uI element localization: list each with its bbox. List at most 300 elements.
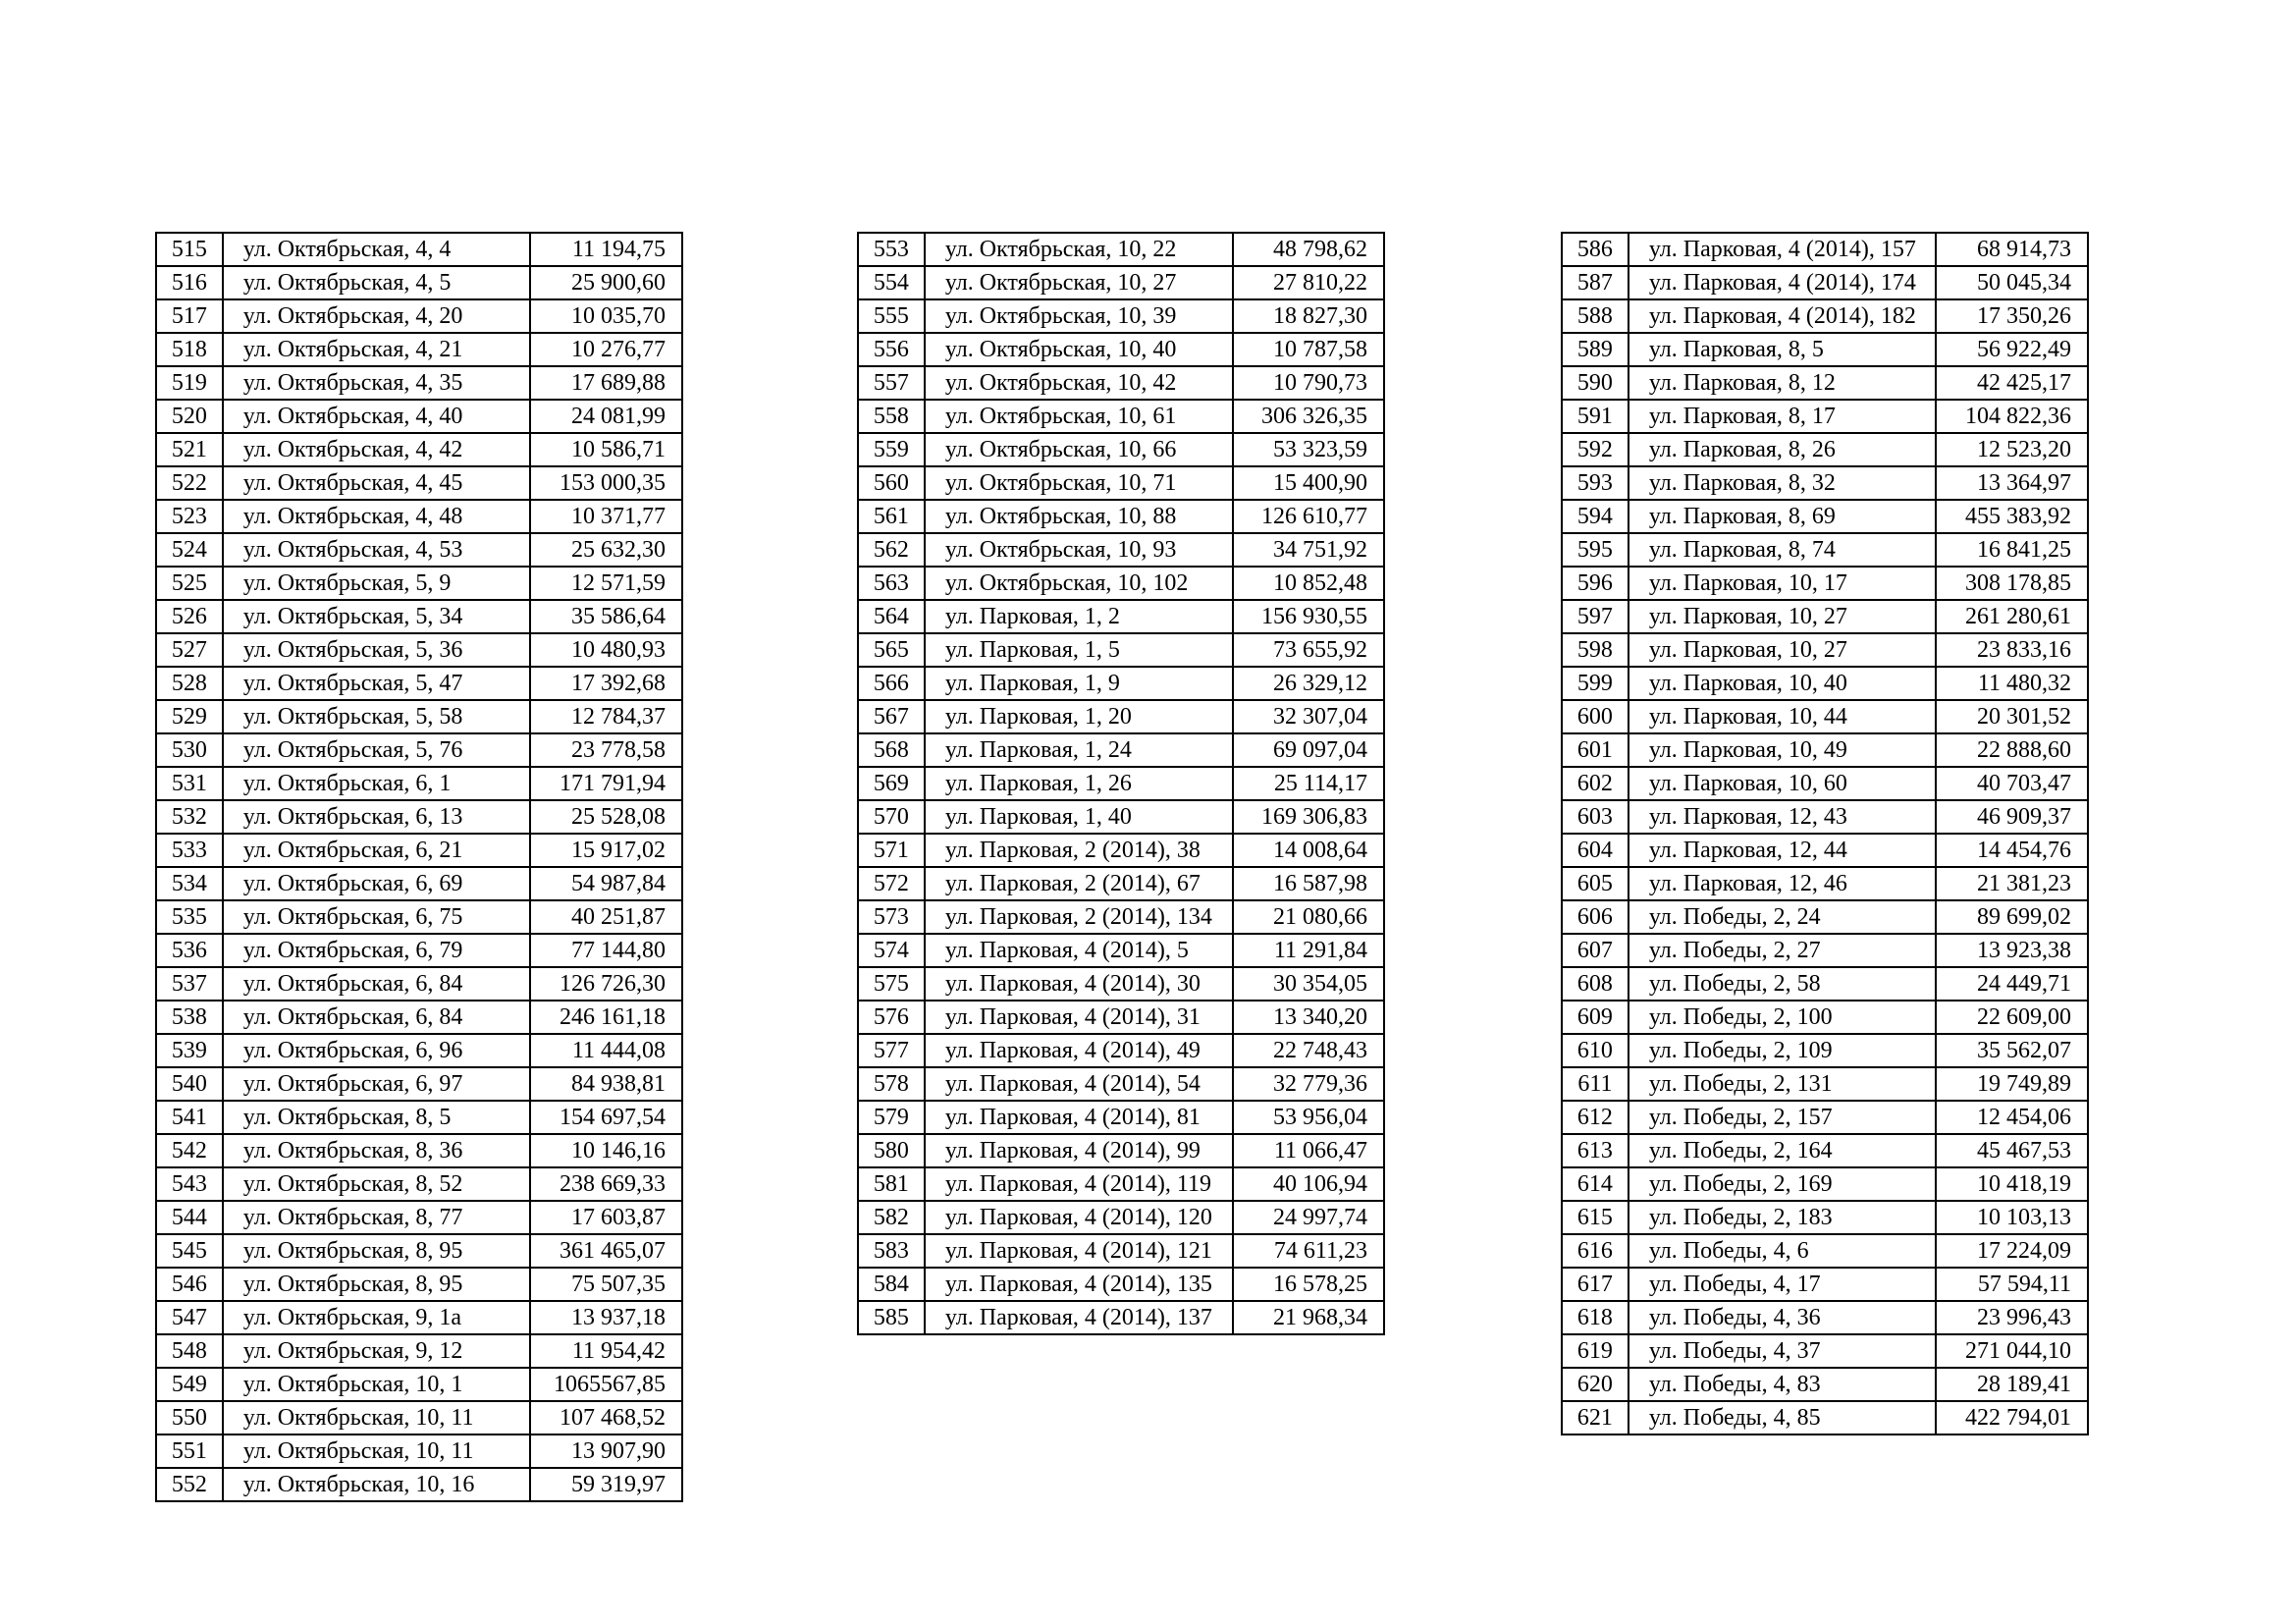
address-cell: ул. Победы, 2, 169 <box>1629 1167 1937 1201</box>
address-cell: ул. Парковая, 4 (2014), 121 <box>925 1234 1233 1268</box>
table-row <box>1562 834 2088 867</box>
amount-cell: 25 900,60 <box>530 266 682 299</box>
address-cell: ул. Парковая, 4 (2014), 137 <box>925 1301 1233 1334</box>
table-row <box>1562 1368 2088 1401</box>
row-number: 559 <box>858 433 925 466</box>
amount-cell: 40 703,47 <box>1936 767 2088 800</box>
amount-cell: 22 888,60 <box>1936 733 2088 767</box>
address-cell: ул. Октябрьская, 5, 58 <box>223 700 530 733</box>
row-number: 574 <box>858 934 925 967</box>
table-row <box>156 533 682 567</box>
address-cell: ул. Октябрьская, 6, 84 <box>223 1001 530 1034</box>
amount-cell: 89 699,02 <box>1936 900 2088 934</box>
address-cell: ул. Октябрьская, 4, 45 <box>223 466 530 500</box>
address-cell: ул. Парковая, 8, 5 <box>1629 333 1937 366</box>
address-cell: ул. Парковая, 4 (2014), 54 <box>925 1067 1233 1101</box>
amount-cell: 77 144,80 <box>530 934 682 967</box>
amount-cell: 104 822,36 <box>1936 400 2088 433</box>
address-cell: ул. Октябрьская, 6, 79 <box>223 934 530 967</box>
table-row <box>1562 900 2088 934</box>
row-number: 604 <box>1562 834 1629 867</box>
table-row <box>156 600 682 633</box>
amount-cell: 12 571,59 <box>530 567 682 600</box>
row-number: 565 <box>858 633 925 667</box>
row-number: 515 <box>156 233 223 266</box>
row-number: 530 <box>156 733 223 767</box>
address-cell: ул. Парковая, 4 (2014), 120 <box>925 1201 1233 1234</box>
amount-cell: 10 852,48 <box>1233 567 1384 600</box>
row-number: 556 <box>858 333 925 366</box>
amount-cell: 69 097,04 <box>1233 733 1384 767</box>
amount-cell: 246 161,18 <box>530 1001 682 1034</box>
address-cell: ул. Октябрьская, 6, 69 <box>223 867 530 900</box>
row-number: 579 <box>858 1101 925 1134</box>
table-row <box>858 533 1384 567</box>
table-row <box>156 333 682 366</box>
address-cell: ул. Парковая, 1, 24 <box>925 733 1233 767</box>
table-row <box>1562 1034 2088 1067</box>
table-row <box>858 633 1384 667</box>
address-cell: ул. Парковая, 8, 26 <box>1629 433 1937 466</box>
row-number: 520 <box>156 400 223 433</box>
row-number: 613 <box>1562 1134 1629 1167</box>
address-cell: ул. Октябрьская, 8, 95 <box>223 1234 530 1268</box>
amount-cell: 10 790,73 <box>1233 366 1384 400</box>
address-cell: ул. Октябрьская, 4, 20 <box>223 299 530 333</box>
row-number: 517 <box>156 299 223 333</box>
amount-cell: 169 306,83 <box>1233 800 1384 834</box>
amount-cell: 75 507,35 <box>530 1268 682 1301</box>
amount-cell: 11 194,75 <box>530 233 682 266</box>
amount-cell: 20 301,52 <box>1936 700 2088 733</box>
address-cell: ул. Парковая, 2 (2014), 134 <box>925 900 1233 934</box>
row-number: 558 <box>858 400 925 433</box>
row-number: 557 <box>858 366 925 400</box>
address-cell: ул. Победы, 2, 157 <box>1629 1101 1937 1134</box>
row-number: 567 <box>858 700 925 733</box>
amount-cell: 107 468,52 <box>530 1401 682 1435</box>
amount-cell: 74 611,23 <box>1233 1234 1384 1268</box>
address-cell: ул. Победы, 4, 6 <box>1629 1234 1937 1268</box>
amount-cell: 10 146,16 <box>530 1134 682 1167</box>
address-cell: ул. Октябрьская, 5, 34 <box>223 600 530 633</box>
row-number: 597 <box>1562 600 1629 633</box>
amount-cell: 10 276,77 <box>530 333 682 366</box>
address-cell: ул. Октябрьская, 6, 1 <box>223 767 530 800</box>
table-row <box>1562 1234 2088 1268</box>
table-row <box>1562 733 2088 767</box>
table-row <box>156 967 682 1001</box>
amount-cell: 238 669,33 <box>530 1167 682 1201</box>
row-number: 594 <box>1562 500 1629 533</box>
table-row <box>156 1468 682 1501</box>
row-number: 581 <box>858 1167 925 1201</box>
amount-cell: 10 480,93 <box>530 633 682 667</box>
address-cell: ул. Парковая, 4 (2014), 174 <box>1629 266 1937 299</box>
address-cell: ул. Октябрьская, 5, 76 <box>223 733 530 767</box>
table-row <box>1562 466 2088 500</box>
address-cell: ул. Октябрьская, 10, 16 <box>223 1468 530 1501</box>
amount-cell: 48 798,62 <box>1233 233 1384 266</box>
amount-cell: 126 610,77 <box>1233 500 1384 533</box>
table-row <box>156 400 682 433</box>
row-number: 608 <box>1562 967 1629 1001</box>
table-row <box>858 1001 1384 1034</box>
table-row <box>858 867 1384 900</box>
amount-cell: 24 081,99 <box>530 400 682 433</box>
address-cell: ул. Октябрьская, 5, 36 <box>223 633 530 667</box>
row-number: 518 <box>156 333 223 366</box>
amount-cell: 12 784,37 <box>530 700 682 733</box>
amount-cell: 21 080,66 <box>1233 900 1384 934</box>
row-number: 595 <box>1562 533 1629 567</box>
amount-cell: 73 655,92 <box>1233 633 1384 667</box>
address-cell: ул. Октябрьская, 6, 13 <box>223 800 530 834</box>
amount-cell: 16 578,25 <box>1233 1268 1384 1301</box>
table-row <box>1562 1167 2088 1201</box>
row-number: 586 <box>1562 233 1629 266</box>
table-row <box>156 1167 682 1201</box>
row-number: 611 <box>1562 1067 1629 1101</box>
amount-cell: 15 917,02 <box>530 834 682 867</box>
amount-cell: 84 938,81 <box>530 1067 682 1101</box>
table-row <box>1562 800 2088 834</box>
amount-cell: 27 810,22 <box>1233 266 1384 299</box>
address-cell: ул. Октябрьская, 8, 36 <box>223 1134 530 1167</box>
address-cell: ул. Парковая, 1, 40 <box>925 800 1233 834</box>
address-cell: ул. Парковая, 4 (2014), 157 <box>1629 233 1937 266</box>
table-row <box>858 266 1384 299</box>
table-row <box>156 767 682 800</box>
table-row <box>156 800 682 834</box>
address-cell: ул. Парковая, 10, 44 <box>1629 700 1937 733</box>
amount-cell: 12 523,20 <box>1936 433 2088 466</box>
address-cell: ул. Октябрьская, 8, 95 <box>223 1268 530 1301</box>
amount-cell: 13 340,20 <box>1233 1001 1384 1034</box>
amount-cell: 34 751,92 <box>1233 533 1384 567</box>
amount-cell: 156 930,55 <box>1233 600 1384 633</box>
row-number: 591 <box>1562 400 1629 433</box>
row-number: 621 <box>1562 1401 1629 1435</box>
row-number: 585 <box>858 1301 925 1334</box>
table-row <box>858 233 1384 266</box>
row-number: 525 <box>156 567 223 600</box>
amount-cell: 26 329,12 <box>1233 667 1384 700</box>
row-number: 536 <box>156 934 223 967</box>
address-cell: ул. Парковая, 4 (2014), 99 <box>925 1134 1233 1167</box>
amount-cell: 68 914,73 <box>1936 233 2088 266</box>
amount-cell: 154 697,54 <box>530 1101 682 1134</box>
address-cell: ул. Победы, 4, 36 <box>1629 1301 1937 1334</box>
amount-cell: 23 833,16 <box>1936 633 2088 667</box>
address-cell: ул. Парковая, 8, 17 <box>1629 400 1937 433</box>
row-number: 593 <box>1562 466 1629 500</box>
address-cell: ул. Октябрьская, 4, 48 <box>223 500 530 533</box>
amount-cell: 19 749,89 <box>1936 1067 2088 1101</box>
amount-cell: 25 528,08 <box>530 800 682 834</box>
table-row <box>1562 333 2088 366</box>
address-cell: ул. Октябрьская, 4, 35 <box>223 366 530 400</box>
address-cell: ул. Октябрьская, 6, 21 <box>223 834 530 867</box>
table-row <box>1562 1268 2088 1301</box>
amount-cell: 10 787,58 <box>1233 333 1384 366</box>
amount-cell: 13 937,18 <box>530 1301 682 1334</box>
address-cell: ул. Октябрьская, 10, 22 <box>925 233 1233 266</box>
amount-cell: 17 224,09 <box>1936 1234 2088 1268</box>
address-cell: ул. Октябрьская, 6, 84 <box>223 967 530 1001</box>
row-number: 528 <box>156 667 223 700</box>
address-cell: ул. Победы, 4, 17 <box>1629 1268 1937 1301</box>
address-cell: ул. Парковая, 12, 44 <box>1629 834 1937 867</box>
row-number: 600 <box>1562 700 1629 733</box>
table-row <box>156 266 682 299</box>
address-cell: ул. Парковая, 10, 27 <box>1629 600 1937 633</box>
amount-cell: 11 480,32 <box>1936 667 2088 700</box>
amount-cell: 261 280,61 <box>1936 600 2088 633</box>
table-row <box>1562 667 2088 700</box>
row-number: 584 <box>858 1268 925 1301</box>
amount-cell: 32 779,36 <box>1233 1067 1384 1101</box>
table-row <box>156 733 682 767</box>
address-cell: ул. Октябрьская, 10, 27 <box>925 266 1233 299</box>
table-row <box>1562 400 2088 433</box>
address-cell: ул. Октябрьская, 9, 12 <box>223 1334 530 1368</box>
table-row <box>858 600 1384 633</box>
table-row <box>156 934 682 967</box>
amount-cell: 21 968,34 <box>1233 1301 1384 1334</box>
row-number: 614 <box>1562 1167 1629 1201</box>
address-cell: ул. Октябрьская, 10, 93 <box>925 533 1233 567</box>
amount-cell: 42 425,17 <box>1936 366 2088 400</box>
table-row <box>858 834 1384 867</box>
table-row <box>1562 633 2088 667</box>
table-row <box>1562 500 2088 533</box>
amount-cell: 13 923,38 <box>1936 934 2088 967</box>
row-number: 603 <box>1562 800 1629 834</box>
amount-cell: 53 323,59 <box>1233 433 1384 466</box>
table-row <box>156 1301 682 1334</box>
table-row <box>858 366 1384 400</box>
row-number: 532 <box>156 800 223 834</box>
row-number: 612 <box>1562 1101 1629 1134</box>
address-cell: ул. Октябрьская, 4, 4 <box>223 233 530 266</box>
table-row <box>858 733 1384 767</box>
row-number: 563 <box>858 567 925 600</box>
table-row <box>1562 366 2088 400</box>
address-cell: ул. Победы, 2, 24 <box>1629 900 1937 934</box>
table-row <box>1562 1334 2088 1368</box>
row-number: 580 <box>858 1134 925 1167</box>
address-cell: ул. Парковая, 2 (2014), 38 <box>925 834 1233 867</box>
amount-cell: 361 465,07 <box>530 1234 682 1268</box>
row-number: 562 <box>858 533 925 567</box>
row-number: 544 <box>156 1201 223 1234</box>
amount-cell: 455 383,92 <box>1936 500 2088 533</box>
address-cell: ул. Октябрьская, 10, 102 <box>925 567 1233 600</box>
table-row <box>156 1201 682 1234</box>
row-number: 546 <box>156 1268 223 1301</box>
table-row <box>858 433 1384 466</box>
row-number: 548 <box>156 1334 223 1368</box>
row-number: 533 <box>156 834 223 867</box>
row-number: 618 <box>1562 1301 1629 1334</box>
row-number: 543 <box>156 1167 223 1201</box>
table-row <box>156 233 682 266</box>
table-row <box>1562 299 2088 333</box>
row-number: 602 <box>1562 767 1629 800</box>
address-cell: ул. Парковая, 1, 2 <box>925 600 1233 633</box>
row-number: 566 <box>858 667 925 700</box>
table-row <box>156 1268 682 1301</box>
row-number: 531 <box>156 767 223 800</box>
amount-cell: 45 467,53 <box>1936 1134 2088 1167</box>
amount-cell: 17 689,88 <box>530 366 682 400</box>
table-row <box>858 1067 1384 1101</box>
row-number: 619 <box>1562 1334 1629 1368</box>
row-number: 568 <box>858 733 925 767</box>
address-cell: ул. Октябрьская, 8, 77 <box>223 1201 530 1234</box>
debt-table-2 <box>857 232 1385 1335</box>
table-row <box>858 466 1384 500</box>
row-number: 620 <box>1562 1368 1629 1401</box>
row-number: 547 <box>156 1301 223 1334</box>
table-row <box>858 967 1384 1001</box>
amount-cell: 50 045,34 <box>1936 266 2088 299</box>
amount-cell: 17 350,26 <box>1936 299 2088 333</box>
table-row <box>156 834 682 867</box>
address-cell: ул. Парковая, 12, 46 <box>1629 867 1937 900</box>
address-cell: ул. Победы, 4, 37 <box>1629 1334 1937 1368</box>
amount-cell: 21 381,23 <box>1936 867 2088 900</box>
amount-cell: 422 794,01 <box>1936 1401 2088 1435</box>
amount-cell: 24 997,74 <box>1233 1201 1384 1234</box>
row-number: 570 <box>858 800 925 834</box>
row-number: 545 <box>156 1234 223 1268</box>
address-cell: ул. Октябрьская, 4, 21 <box>223 333 530 366</box>
row-number: 542 <box>156 1134 223 1167</box>
address-cell: ул. Октябрьская, 4, 42 <box>223 433 530 466</box>
table-row <box>1562 1201 2088 1234</box>
amount-cell: 24 449,71 <box>1936 967 2088 1001</box>
address-cell: ул. Парковая, 1, 5 <box>925 633 1233 667</box>
amount-cell: 18 827,30 <box>1233 299 1384 333</box>
row-number: 521 <box>156 433 223 466</box>
amount-cell: 13 907,90 <box>530 1435 682 1468</box>
table-row <box>1562 934 2088 967</box>
row-number: 583 <box>858 1234 925 1268</box>
amount-cell: 25 632,30 <box>530 533 682 567</box>
table-row <box>1562 1101 2088 1134</box>
table-row <box>156 1001 682 1034</box>
row-number: 609 <box>1562 1001 1629 1034</box>
row-number: 575 <box>858 967 925 1001</box>
row-number: 541 <box>156 1101 223 1134</box>
amount-cell: 22 609,00 <box>1936 1001 2088 1034</box>
row-number: 616 <box>1562 1234 1629 1268</box>
amount-cell: 10 103,13 <box>1936 1201 2088 1234</box>
amount-cell: 30 354,05 <box>1233 967 1384 1001</box>
row-number: 576 <box>858 1001 925 1034</box>
amount-cell: 40 251,87 <box>530 900 682 934</box>
amount-cell: 28 189,41 <box>1936 1368 2088 1401</box>
address-cell: ул. Октябрьская, 10, 71 <box>925 466 1233 500</box>
address-cell: ул. Октябрьская, 9, 1а <box>223 1301 530 1334</box>
table-row <box>156 633 682 667</box>
row-number: 607 <box>1562 934 1629 967</box>
table-row <box>156 1134 682 1167</box>
amount-cell: 306 326,35 <box>1233 400 1384 433</box>
amount-cell: 11 291,84 <box>1233 934 1384 967</box>
address-cell: ул. Октябрьская, 5, 9 <box>223 567 530 600</box>
address-cell: ул. Парковая, 1, 20 <box>925 700 1233 733</box>
amount-cell: 14 454,76 <box>1936 834 2088 867</box>
row-number: 606 <box>1562 900 1629 934</box>
amount-cell: 14 008,64 <box>1233 834 1384 867</box>
amount-cell: 17 392,68 <box>530 667 682 700</box>
address-cell: ул. Парковая, 10, 60 <box>1629 767 1937 800</box>
table-row <box>156 1334 682 1368</box>
table-row <box>1562 1001 2088 1034</box>
table-row <box>1562 533 2088 567</box>
table-row <box>1562 867 2088 900</box>
amount-cell: 13 364,97 <box>1936 466 2088 500</box>
table-row <box>858 900 1384 934</box>
address-cell: ул. Победы, 2, 131 <box>1629 1067 1937 1101</box>
row-number: 573 <box>858 900 925 934</box>
amount-cell: 23 778,58 <box>530 733 682 767</box>
row-number: 598 <box>1562 633 1629 667</box>
row-number: 555 <box>858 299 925 333</box>
amount-cell: 54 987,84 <box>530 867 682 900</box>
table-row <box>858 1301 1384 1334</box>
amount-cell: 308 178,85 <box>1936 567 2088 600</box>
address-cell: ул. Октябрьская, 10, 11 <box>223 1401 530 1435</box>
row-number: 553 <box>858 233 925 266</box>
table-row <box>858 667 1384 700</box>
address-cell: ул. Парковая, 4 (2014), 31 <box>925 1001 1233 1034</box>
address-cell: ул. Парковая, 4 (2014), 81 <box>925 1101 1233 1134</box>
table-row <box>858 1268 1384 1301</box>
address-cell: ул. Парковая, 10, 40 <box>1629 667 1937 700</box>
row-number: 599 <box>1562 667 1629 700</box>
amount-cell: 10 586,71 <box>530 433 682 466</box>
table-row <box>858 934 1384 967</box>
row-number: 540 <box>156 1067 223 1101</box>
address-cell: ул. Победы, 2, 183 <box>1629 1201 1937 1234</box>
row-number: 539 <box>156 1034 223 1067</box>
address-cell: ул. Октябрьская, 8, 52 <box>223 1167 530 1201</box>
row-number: 549 <box>156 1368 223 1401</box>
row-number: 588 <box>1562 299 1629 333</box>
table-row <box>156 1234 682 1268</box>
amount-cell: 25 114,17 <box>1233 767 1384 800</box>
address-cell: ул. Победы, 4, 83 <box>1629 1368 1937 1401</box>
table-row <box>156 1401 682 1435</box>
row-number: 550 <box>156 1401 223 1435</box>
address-cell: ул. Октябрьская, 4, 40 <box>223 400 530 433</box>
amount-cell: 271 044,10 <box>1936 1334 2088 1368</box>
address-cell: ул. Октябрьская, 10, 42 <box>925 366 1233 400</box>
row-number: 552 <box>156 1468 223 1501</box>
address-cell: ул. Парковая, 8, 69 <box>1629 500 1937 533</box>
table-row <box>156 366 682 400</box>
amount-cell: 35 586,64 <box>530 600 682 633</box>
amount-cell: 59 319,97 <box>530 1468 682 1501</box>
row-number: 519 <box>156 366 223 400</box>
amount-cell: 10 371,77 <box>530 500 682 533</box>
table-row <box>156 700 682 733</box>
address-cell: ул. Победы, 2, 164 <box>1629 1134 1937 1167</box>
